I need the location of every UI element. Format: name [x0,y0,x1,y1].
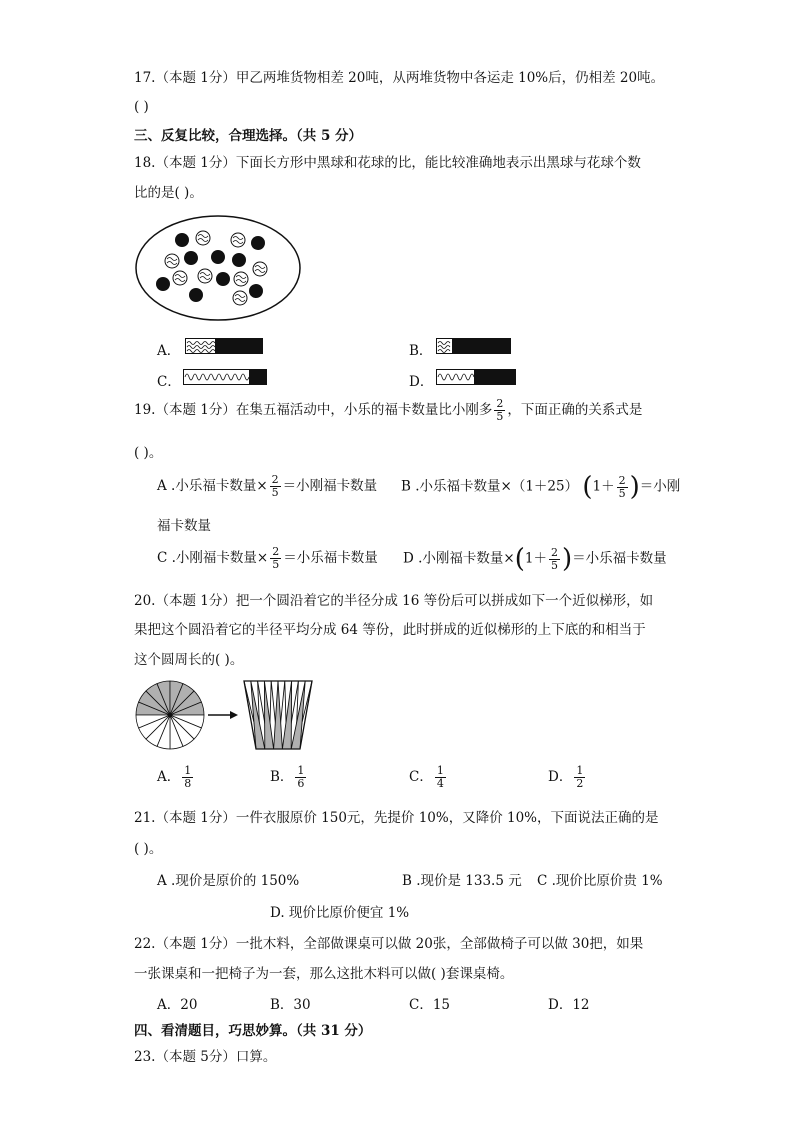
q18-option-d-bar[interactable] [436,369,516,385]
q18-line2: 比的是( )。 [134,185,203,201]
q22-option-a[interactable]: A．20 [157,997,198,1013]
q18-option-c-label[interactable]: C． [157,374,181,390]
q20-line1: 20.（本题 1分）把一个圆沿着它的半径分成 16 等份后可以拼成如下一个近似梯形，如 [134,593,654,609]
q21-line1: 21.（本题 1分）一件衣服原价 150元，先提价 10%，又降价 10%，下面说法正确的是 [134,810,659,826]
q20-line3: 这个圆周长的( )。 [134,652,244,668]
q21-option-b[interactable]: B .现价是 133.5 元 [402,873,522,889]
q20-option-c[interactable]: C． $\frac{1}{4}$ [409,764,444,790]
q18-option-a-bar[interactable] [185,338,263,354]
q18-option-d-label[interactable]: D． [409,374,434,390]
q19-option-d[interactable]: D .小刚福卡数量×(1＋ $\frac{2}{5}$ )＝小乐福卡数量 [403,544,667,574]
q20-option-b[interactable]: B． $\frac{1}{6}$ [270,764,305,790]
q19-line1-text: 19.（本题 1分）在集五福活动中，小乐的福卡数量比小刚多 [134,402,493,418]
q21-option-a[interactable]: A .现价是原价的 150% [157,873,300,889]
q20-option-d[interactable]: D． $\frac{1}{2}$ [548,764,584,790]
q22-option-d[interactable]: D．12 [548,997,590,1013]
q20-line2: 果把这个圆沿着它的半径平均分成 64 等份，此时拼成的近似梯形的上下底的和相当于 [134,622,646,638]
q19-answer-blank[interactable]: ( )。 [134,445,163,461]
q19-option-b[interactable]: B .小乐福卡数量×（1＋25） (1＋ $\frac{2}{5}$ )＝小刚 [401,472,681,502]
circle-to-trapezoid-figure [134,678,324,754]
q19-fraction-two-fifths: $\frac{2}{5}$ [496,397,504,423]
q21-option-c[interactable]: C .现价比原价贵 1% [537,873,663,889]
balls-ellipse-figure [132,212,304,324]
q23-text: 23.（本题 5分）口算。 [134,1049,277,1065]
arrow-right-icon [208,711,238,719]
q17-text: 17.（本题 1分）甲乙两堆货物相差 20吨，从两堆货物中各运走 10%后，仍相差 20吨。 [134,70,665,86]
q22-line2: 一张课桌和一把椅子为一套，那么这批木料可以做( )套课桌椅。 [134,966,514,982]
section-4-title: 四、看清题目，巧思妙算。（共 31 分） [134,1023,372,1039]
q18-option-b-label[interactable]: B． [409,343,433,359]
q18-option-c-bar[interactable] [183,369,267,385]
q19-line1-end: ，下面正确的关系式是 [507,402,643,418]
q22-option-c[interactable]: C．15 [409,997,451,1013]
q19-option-c[interactable]: C .小刚福卡数量× $\frac{2}{5}$ ＝小乐福卡数量 [157,545,378,571]
q19-option-b-continued: 福卡数量 [157,518,211,534]
q21-answer-blank[interactable]: ( )。 [134,841,163,857]
trapezoid-icon [244,681,312,749]
q22-option-b[interactable]: B．30 [270,997,311,1013]
section-3-title: 三、反复比较，合理选择。（共 5 分） [134,128,363,144]
q21-option-d[interactable]: D. 现价比原价便宜 1% [270,905,410,921]
q18-option-b-bar[interactable] [436,338,511,354]
q18-line1: 18.（本题 1分）下面长方形中黑球和花球的比，能比较准确地表示出黑球与花球个数 [134,155,641,171]
q17-answer-blank[interactable]: ( ) [134,99,149,115]
circle-sectors-icon [136,681,204,749]
q22-line1: 22.（本题 1分）一批木料，全部做课桌可以做 20张，全部做椅子可以做 30把，如果 [134,936,644,952]
q20-option-a[interactable]: A． $\frac{1}{8}$ [157,764,192,790]
q19-option-a[interactable]: A .小乐福卡数量× $\frac{2}{5}$ ＝小刚福卡数量 [157,473,378,499]
q19-line1 [134,398,642,423]
q18-option-a-label[interactable]: A． [157,343,181,359]
